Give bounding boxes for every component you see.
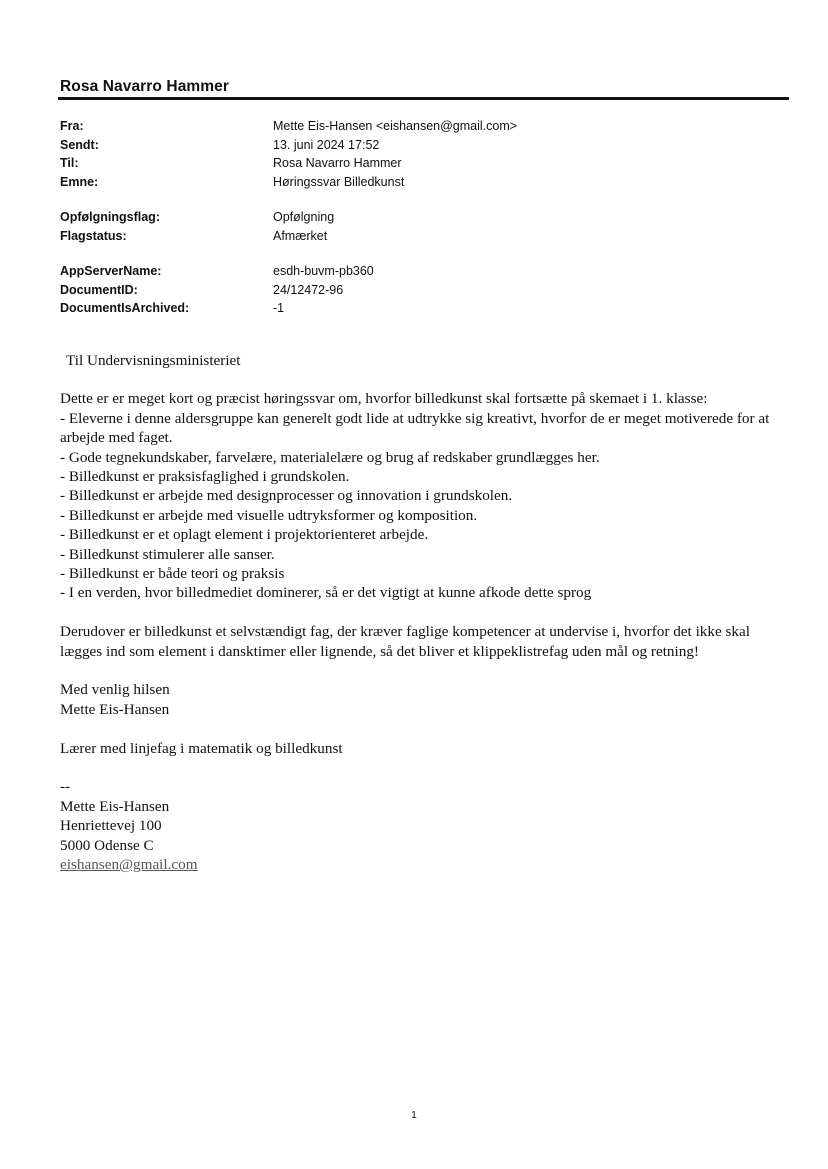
signature-email-link[interactable]: eishansen@gmail.com: [60, 856, 198, 874]
flagstatus-label: Flagstatus:: [60, 228, 127, 243]
paragraph-spacer: [60, 719, 780, 738]
flagstatus-value: Afmærket: [273, 228, 328, 243]
email-metadata: [60, 117, 760, 318]
meta-row-flag: [60, 208, 760, 227]
signature-city: 5000 Odense C: [60, 836, 154, 854]
sender-title: Lærer med linjefag i matematik og billedkunst: [60, 739, 343, 757]
page-number: 1: [411, 1110, 417, 1121]
bullet-item: - Billedkunst er et oplagt element i projektorienteret arbejde.: [60, 526, 429, 544]
from-label: Fra:: [60, 119, 84, 133]
bullet-item: - Billedkunst er både teori og praksis: [60, 565, 285, 583]
appserver-value: esdh-buvm-pb360: [273, 264, 374, 278]
paragraph-spacer: [60, 603, 780, 622]
sent-label: Sendt:: [60, 137, 99, 152]
bullet-item: - Billedkunst er arbejde med visuelle udtryksformer og komposition.: [60, 506, 478, 524]
meta-row-archived: [60, 299, 760, 318]
bullet-item: - Billedkunst stimulerer alle sanser.: [60, 545, 275, 563]
signature-street: Henriettevej 100: [60, 817, 162, 835]
salutation: Til Undervisningsministeriet: [66, 352, 241, 369]
sender-name: Rosa Navarro Hammer: [60, 78, 230, 95]
closing-line: Med venlig hilsen: [60, 681, 170, 699]
meta-spacer: [60, 191, 760, 208]
appserver-label: AppServerName:: [60, 264, 162, 278]
archived-value: -1: [273, 301, 285, 315]
docid-label: DocumentID:: [60, 282, 138, 297]
meta-row-docid: [60, 281, 760, 300]
meta-row-sent: [60, 136, 760, 155]
bullet-item: - Billedkunst er praksisfaglighed i grundskolen.: [60, 468, 350, 486]
flag-value: Opfølgning: [273, 210, 335, 224]
from-value: Mette Eis-Hansen <eishansen@gmail.com>: [273, 119, 518, 133]
signature-separator: --: [60, 778, 71, 796]
body-paragraph: Derudover er billedkunst et selvstændigt fag, der kræver faglige kompetencer at undervise i, hvorfor det ikke skal lægges ind som element i dansktimer eller lignende, så det bliver et klippeklistrefag uden mål og retning!: [60, 623, 750, 660]
signature-name: Mette Eis-Hansen: [60, 797, 170, 815]
bullet-item: - Billedkunst er arbejde med designprocesser og innovation i grundskolen.: [60, 487, 513, 505]
meta-row-from: [60, 117, 760, 136]
closing-name: Mette Eis-Hansen: [60, 700, 170, 718]
subject-label: Emne:: [60, 174, 99, 189]
paragraph-spacer: [60, 661, 780, 680]
meta-row-subject: [60, 173, 760, 192]
intro-line: Dette er er meget kort og præcist høringssvar om, hvorfor billedkunst skal fortsætte på skemaet i 1. klasse:: [60, 390, 708, 408]
to-label: Til:: [60, 156, 79, 170]
meta-row-to: [60, 154, 760, 173]
subject-value: Høringssvar Billedkunst: [273, 174, 405, 189]
docid-value: 24/12472-96: [273, 282, 344, 297]
paragraph-spacer: [60, 758, 780, 777]
meta-row-appserver: [60, 262, 760, 281]
archived-label: DocumentIsArchived:: [60, 301, 190, 315]
flag-label: Opfølgningsflag:: [60, 210, 160, 224]
bullet-item: - I en verden, hvor billedmediet dominerer, så er det vigtigt at kunne afkode dette sprog: [60, 584, 592, 602]
meta-row-flagstatus: [60, 227, 760, 246]
meta-spacer: [60, 245, 760, 262]
bullet-item: - Eleverne i denne aldersgruppe kan generelt godt lide at udtrykke sig kreativt, hvorfor de er meget motiverede for at arbejde med faget.: [60, 409, 770, 447]
bullet-item: - Gode tegnekundskaber, farvelære, materialelære og brug af redskaber grundlægges her.: [60, 448, 600, 466]
sent-value: 13. juni 2024 17:52: [273, 137, 380, 152]
to-value: Rosa Navarro Hammer: [273, 156, 402, 170]
email-body: [60, 351, 780, 875]
header-divider: [58, 97, 789, 100]
